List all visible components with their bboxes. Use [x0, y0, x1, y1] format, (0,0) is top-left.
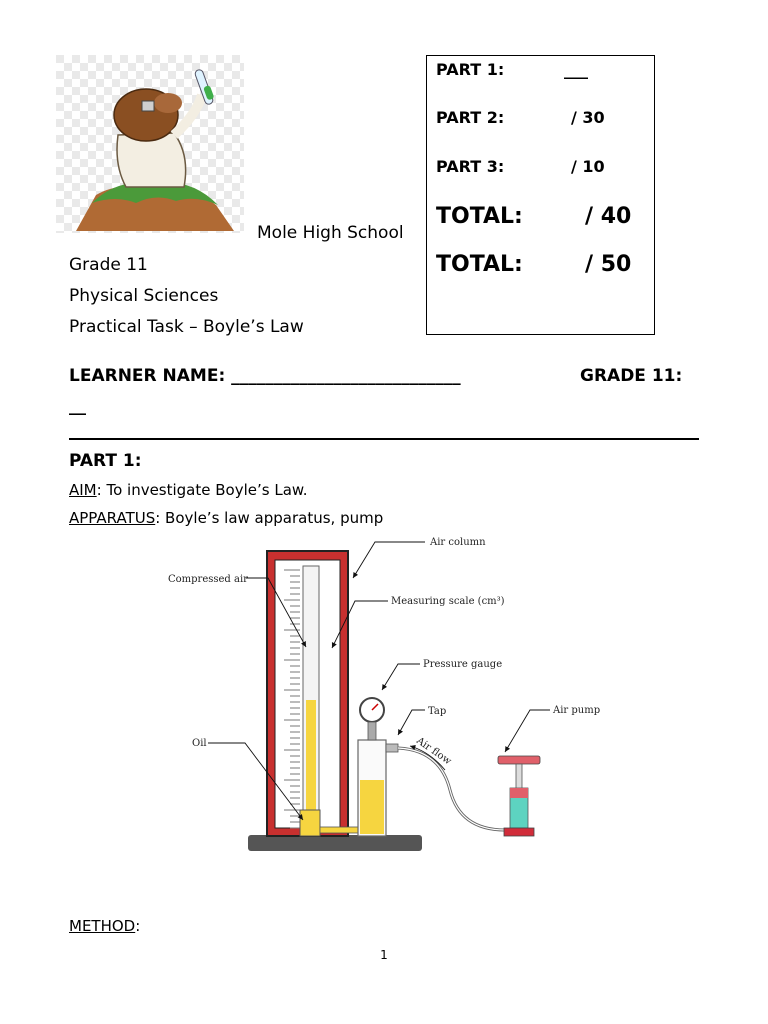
aim-line — [69, 481, 308, 499]
marks-row-part1 — [436, 60, 588, 79]
marks-box — [426, 55, 655, 335]
learner-name-field[interactable]: LEARNER NAME: ___________________________ — [69, 366, 461, 386]
aim-label: AIM — [69, 481, 97, 499]
grade-label: GRADE 11: — [580, 366, 683, 386]
marks-value: / 10 — [571, 157, 605, 176]
method-line — [69, 917, 140, 935]
aim-text: : To investigate Boyle’s Law. — [96, 481, 308, 499]
label-tap: Tap — [428, 706, 447, 717]
apparatus-line — [69, 509, 383, 527]
marks-row-part2 — [436, 108, 605, 127]
marks-label: TOTAL: — [436, 252, 523, 277]
apparatus-text: : Boyle’s law apparatus, pump — [155, 509, 384, 527]
marks-value: / 50 — [585, 252, 632, 277]
part1-heading: PART 1: — [69, 451, 142, 471]
grade-blank[interactable]: __ — [69, 396, 86, 416]
marks-row-total-40 — [436, 204, 632, 229]
marks-label: PART 1: — [436, 60, 505, 79]
label-compressed-air: Compressed air — [168, 574, 248, 585]
school-name: Mole High School — [257, 223, 404, 243]
label-oil: Oil — [192, 738, 207, 749]
apparatus-label: APPARATUS — [69, 509, 156, 527]
label-air-flow: Air flow — [414, 735, 454, 768]
subject-line: Physical Sciences — [69, 286, 219, 306]
label-air-column: Air column — [430, 537, 486, 548]
marks-row-total-50 — [436, 252, 632, 277]
task-title: Practical Task – Boyle’s Law — [69, 317, 304, 337]
marks-value: / 40 — [585, 204, 632, 229]
method-label: METHOD — [69, 917, 136, 935]
label-pressure-gauge: Pressure gauge — [423, 659, 503, 670]
marks-label: PART 2: — [436, 108, 505, 127]
marks-label: TOTAL: — [436, 204, 523, 229]
grade-line: Grade 11 — [69, 255, 148, 275]
page-number: 1 — [380, 948, 388, 962]
label-measuring-scale: Measuring scale (cm³) — [391, 596, 505, 607]
marks-row-part3 — [436, 157, 605, 176]
divider-rule — [69, 438, 699, 440]
method-colon: : — [135, 917, 141, 935]
school-logo — [56, 55, 244, 233]
marks-value: ___ — [564, 60, 588, 79]
marks-label: PART 3: — [436, 157, 505, 176]
marks-value: / 30 — [571, 108, 605, 127]
label-air-pump: Air pump — [553, 705, 601, 716]
boyles-law-apparatus-diagram — [160, 530, 630, 860]
